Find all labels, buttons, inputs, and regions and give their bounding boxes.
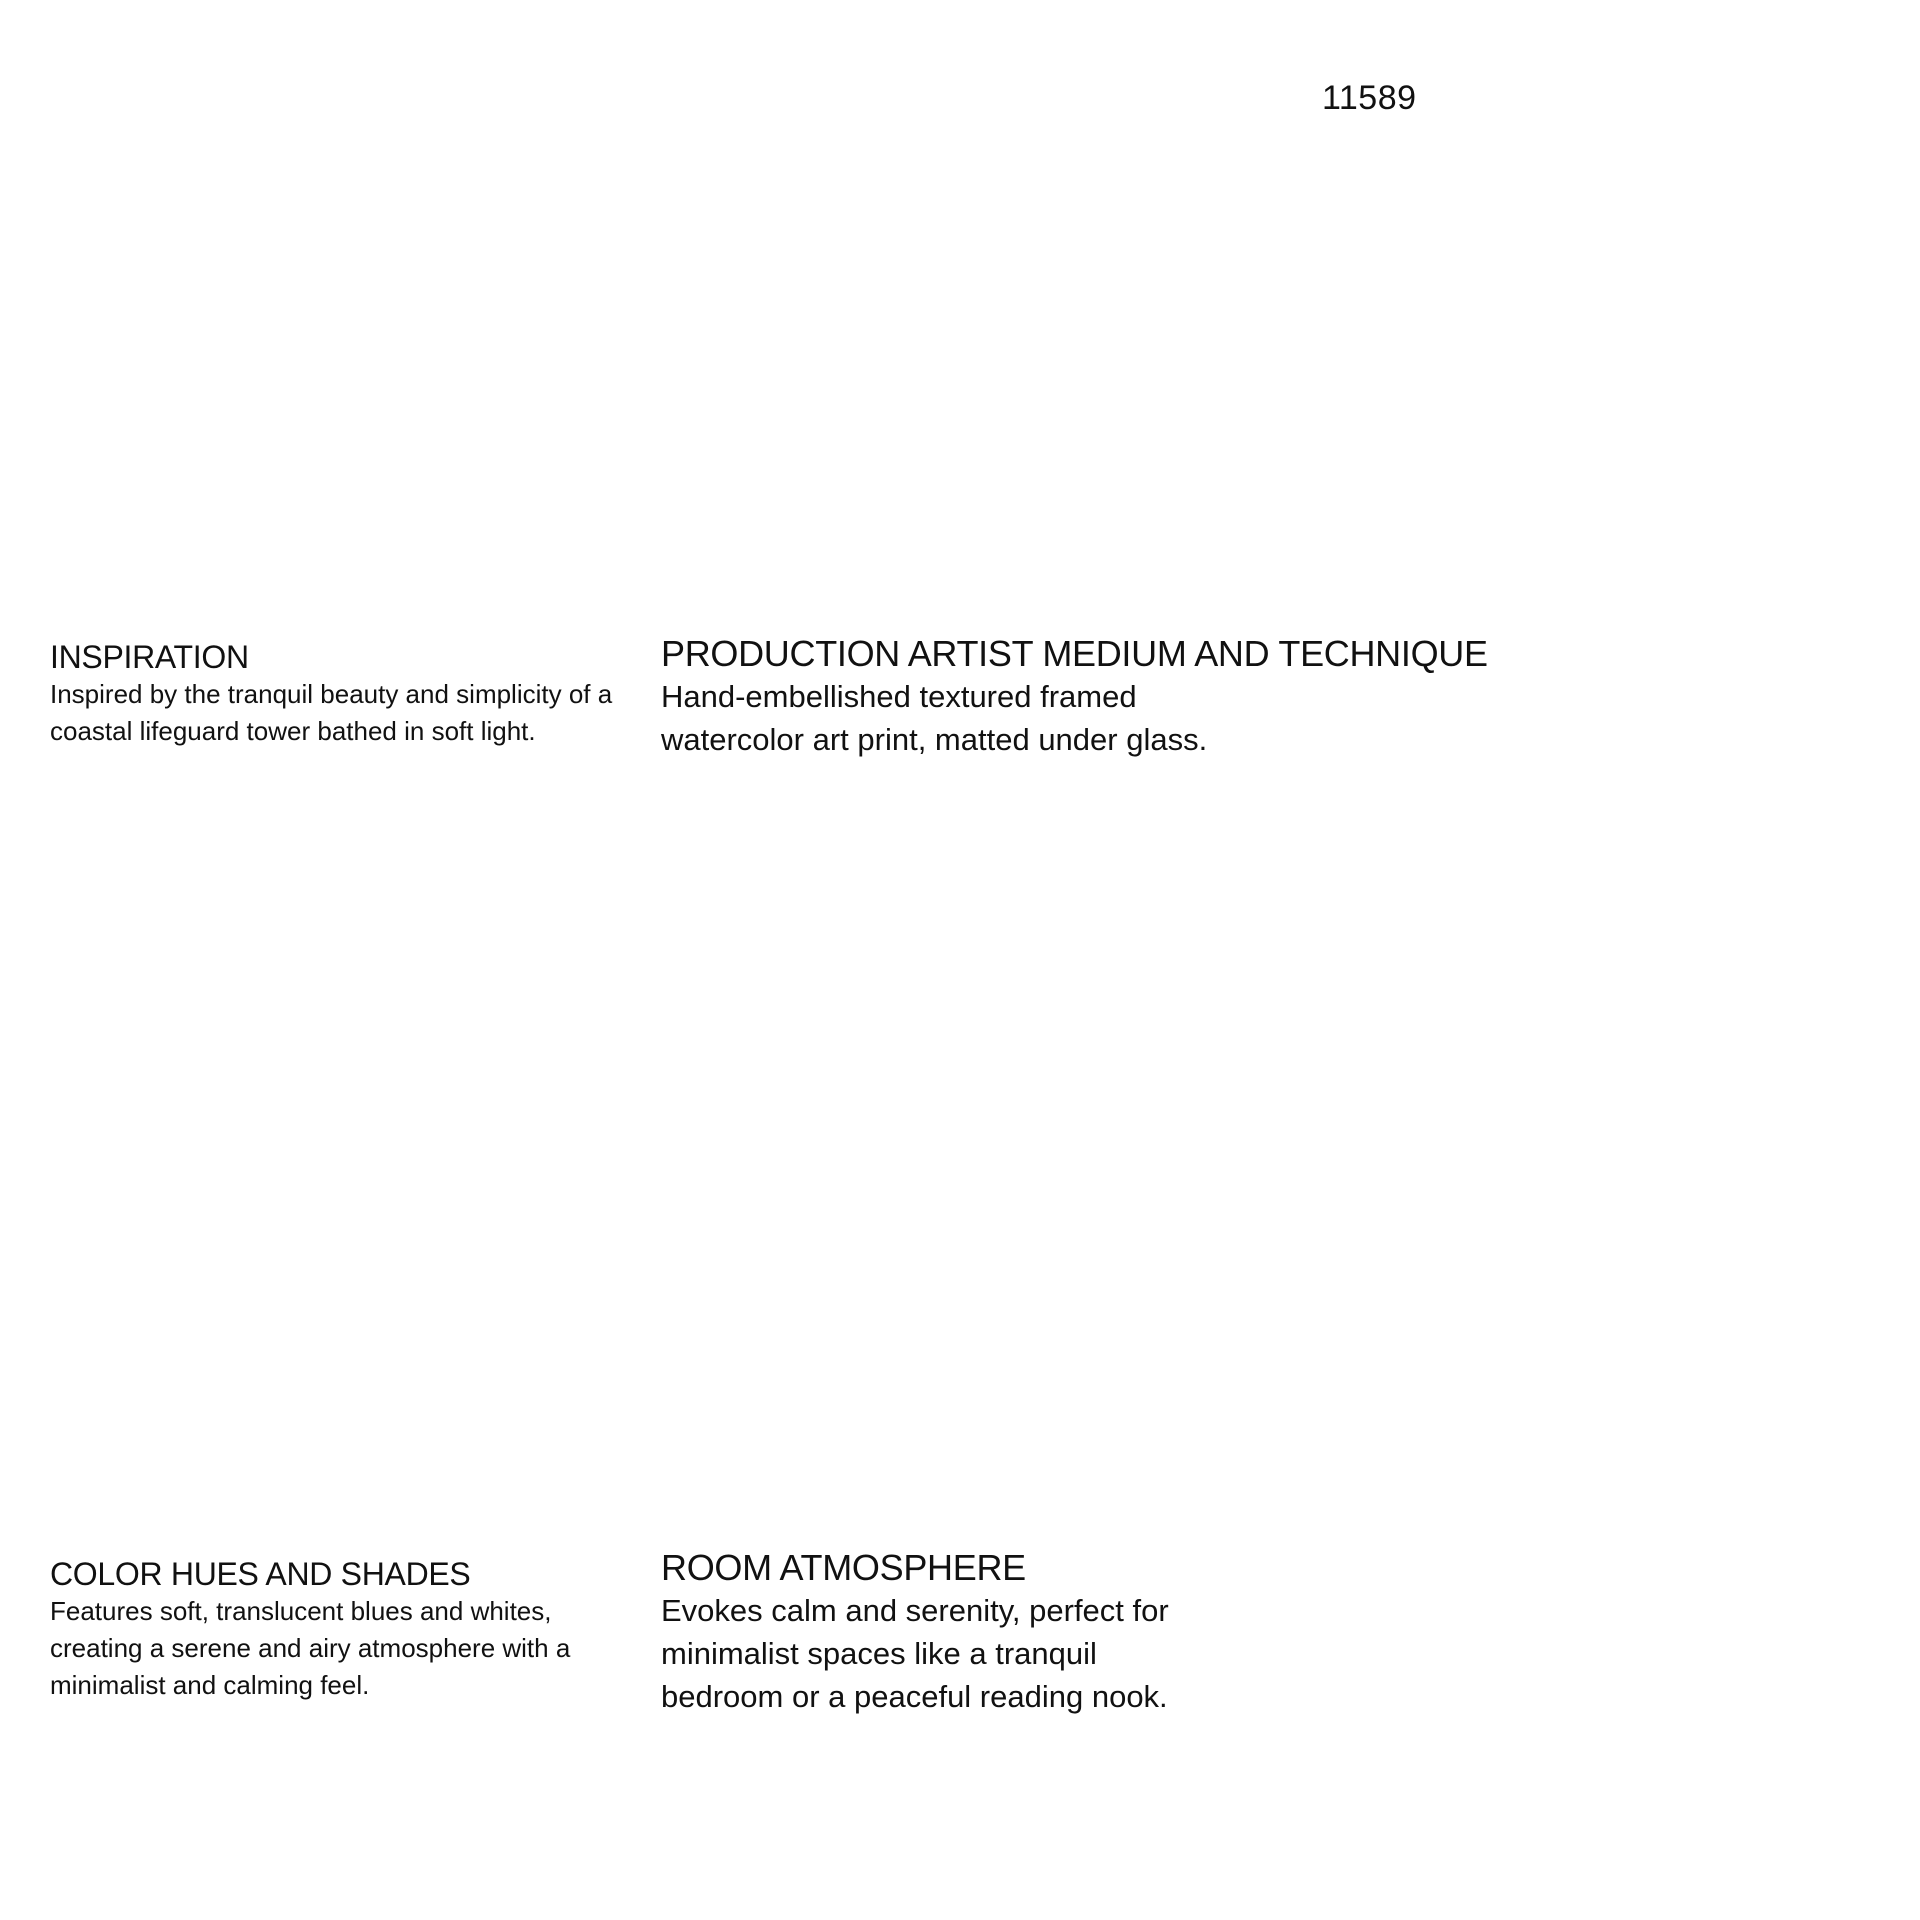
color-hues-title: COLOR HUES AND SHADES	[50, 1556, 471, 1592]
inspiration-text: Inspired by the tranquil beauty and simplicity of a coastal lifeguard tower bathed in soft light.	[50, 679, 613, 746]
color-hues-section	[50, 1555, 630, 1704]
inspiration-title: INSPIRATION	[50, 639, 249, 675]
color-hues-text: Features soft, translucent blues and whites, creating a serene and airy atmosphere with a minimalist and calming feel.	[50, 1596, 571, 1700]
room-atmosphere-section	[661, 1547, 1581, 1718]
production-section	[661, 633, 1581, 761]
production-text: Hand-embellished textured framed watercolor art print, matted under glass.	[661, 679, 1208, 757]
room-atmosphere-title: ROOM ATMOSPHERE	[661, 1547, 1026, 1588]
product-id: 11589	[1322, 79, 1417, 117]
inspiration-section	[50, 638, 630, 750]
production-title: PRODUCTION ARTIST MEDIUM AND TECHNIQUE	[661, 633, 1488, 674]
room-atmosphere-text: Evokes calm and serenity, perfect for minimalist spaces like a tranquil bedroom or a peaceful reading nook.	[661, 1593, 1169, 1714]
